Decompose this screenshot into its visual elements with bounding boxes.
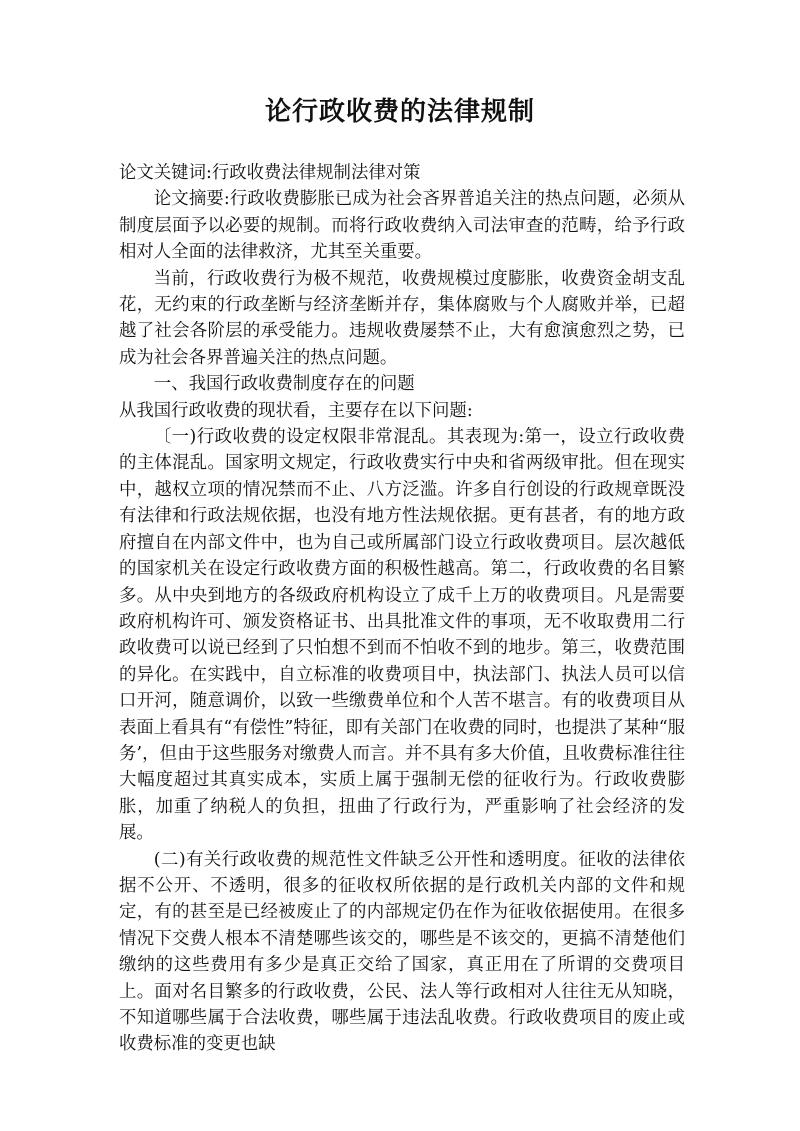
current-situation-paragraph: 当前，行政收费行为极不规范，收费规模过度膨胀，收费资金胡支乱花，无约束的行政垄断与经济垄断并存，集体腐败与个人腐败并举，已超越了社会各阶层的承受能力。违规收费屡禁不止，大有愈演愈烈之势，已成为社会各界普遍关注的热点问题。: [119, 268, 685, 368]
keywords-line: 论文关键词:行政收费法律规制法律对策: [119, 163, 421, 183]
section-heading: 一、我国行政收费制度存在的问题: [153, 374, 415, 395]
issue-paragraph-2: (二)有关行政收费的规范性文件缺乏公开性和透明度。征收的法律依据不公开、不透明，很多的征收权所依据的是行政机关内部的文件和规定，有的甚至是已经被废止了的内部规定仍在作为征收依据使用。在很多情况下交费人根本不清楚哪些该交的，哪些是不该交的，更搞不清楚他们缴纳的这些费用有多少是真正交给了国家，真正用在了所谓的交费项目上。面对名目繁多的行政收费，公民、法人等行政相对人往往无从知晓，不知道哪些属于合法收费，哪些属于违法乱收费。行政收费项目的废止或收费标准的变更也缺: [119, 849, 685, 1055]
document-body: [119, 160, 685, 1058]
abstract-paragraph: 论文摘要:行政收费膨胀已成为社会吝界普追关注的热点问题，必须从制度层面予以必要的规制。而将行政收费纳入司法审查的范畴，给予行政相对人全面的法律救济，尤其至关重要。: [119, 189, 685, 263]
section-intro: 从我国行政收费的现状看，主要存在以下问题:: [119, 400, 473, 421]
document-title: 论行政收费的法律规制: [264, 97, 535, 127]
issue-paragraph-1: 〔一)行政收费的设定权限非常混乱。其表现为:第一，设立行政收费的主体混乱。国家明文规定，行政收费实行中央和省两级审批。但在现实中，越权立项的情况禁而不止、八方泛滥。许多自行创设的行政规章既没有法律和行政法规依据，也没有地方性法规依据。更有甚者，有的地方政府擅自在内部文件中，也为自己或所属部门设立行政收费项目。层次越低的国家机关在设定行政收费方面的积极性越高。第二，行政收费的名目繁多。从中央到地方的各级政府机构设立了成千上万的收费项目。凡是需要政府机构许可、颁发资格证书、出具批准文件的事项，无不收取费用二行政收费可以说已经到了只怕想不到而不怕收不到的地步。第三，收费范围的异化。在实践中，自立标准的收费项目中，执法部门、执法人员可以信口开河，随意调价，以致一些缴费单位和个人苦不堪言。有的收费项目从表面上看具有“有偿性”特征，即有关部门在收费的同时，也提洪了某种“服务’，但由于这些服务对缴费人而言。并不具有多大价值，且收费标准往往大幅度超过其真实成本，实质上属于强制无偿的征收行为。行政收费膨胀，加重了纳税人的负担，扭曲了行政行为，严重影响了社会经济的发展。: [119, 427, 685, 844]
